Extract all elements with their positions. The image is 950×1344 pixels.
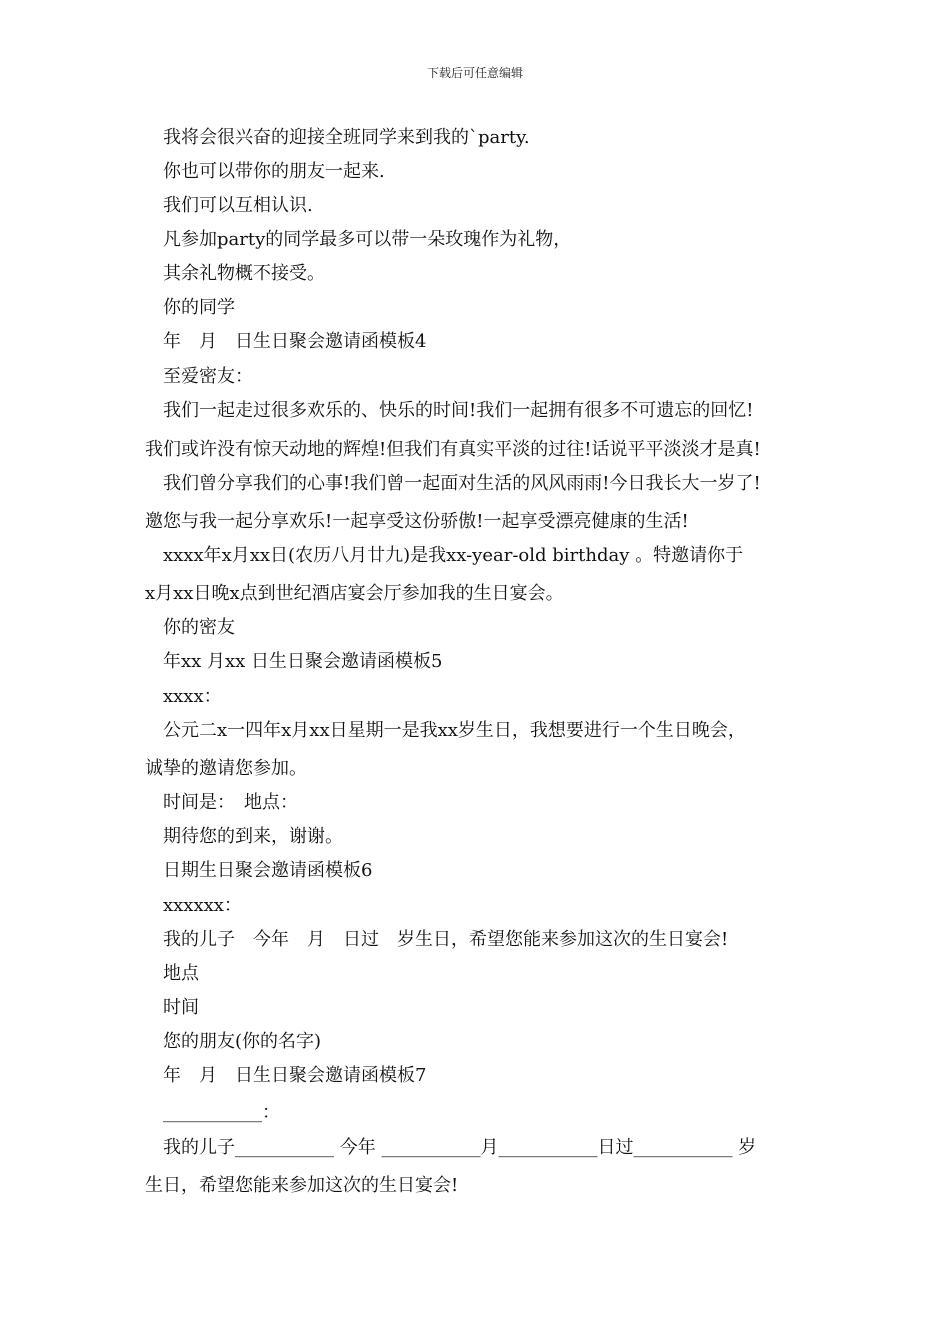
section-title: 年xx 月xx 日生日聚会邀请函模板5 bbox=[145, 651, 443, 672]
salutation: xxxxxx： bbox=[145, 895, 242, 916]
section-title: 年 月 日生日聚会邀请函模板4 bbox=[145, 331, 427, 352]
text-line: 你也可以带你的朋友一起来. bbox=[145, 161, 385, 182]
text-line: 其余礼物概不接受。 bbox=[145, 263, 325, 284]
text-line: 地点 bbox=[145, 963, 199, 984]
text-line: 诚挚的邀请您参加。 bbox=[145, 758, 307, 779]
text-line: 您的朋友(你的名字) bbox=[145, 1031, 322, 1052]
text-line: 你的同学 bbox=[145, 297, 235, 318]
page-header: 下载后可任意编辑 bbox=[426, 66, 523, 80]
text-line: 我的儿子 今年 月 日过 岁生日，希望您能来参加这次的生日宴会! bbox=[145, 929, 729, 950]
text-line: x月xx日晚x点到世纪酒店宴会厅参加我的生日宴会。 bbox=[145, 583, 564, 604]
salutation: xxxx： bbox=[145, 686, 222, 707]
text-line: 我将会很兴奋的迎接全班同学来到我的`party. bbox=[145, 127, 530, 148]
text-line: 时间是： 地点： bbox=[145, 792, 298, 813]
text-line: 邀您与我一起分享欢乐!一起享受这份骄傲!一起享受漂亮健康的生活! bbox=[145, 511, 689, 532]
text-line: 我们一起走过很多欢乐的、快乐的时间!我们一起拥有很多不可遗忘的回忆! bbox=[145, 400, 754, 421]
text-line: 我们或许没有惊天动地的辉煌!但我们有真实平淡的过往!话说平平淡淡才是真! bbox=[145, 439, 761, 460]
text-line: 时间 bbox=[145, 997, 199, 1018]
text-line: 你的密友 bbox=[145, 617, 235, 638]
text-line: 我的儿子___________ 今年 ___________月___________日过___________ 岁 bbox=[145, 1137, 757, 1158]
text-line: xxxx年x月xx日(农历八月廿九)是我xx-year-old birthday 。特邀请你于 bbox=[145, 545, 744, 566]
section-title: 日期生日聚会邀请函模板6 bbox=[145, 860, 373, 881]
text-line: 公元二x一四年x月xx日星期一是我xx岁生日，我想要进行一个生日晚会， bbox=[145, 720, 746, 741]
salutation: ___________： bbox=[145, 1102, 280, 1123]
salutation: 至爱密友： bbox=[145, 366, 253, 387]
section-title: 年 月 日生日聚会邀请函模板7 bbox=[145, 1065, 427, 1086]
text-line: 期待您的到来，谢谢。 bbox=[145, 826, 343, 847]
text-line: 我们曾分享我们的心事!我们曾一起面对生活的风风雨雨!今日我长大一岁了! bbox=[145, 473, 761, 494]
text-line: 我们可以互相认识. bbox=[145, 195, 313, 216]
text-line: 生日，希望您能来参加这次的生日宴会! bbox=[145, 1175, 459, 1196]
text-line: 凡参加party的同学最多可以带一朵玫瑰作为礼物， bbox=[145, 229, 572, 250]
